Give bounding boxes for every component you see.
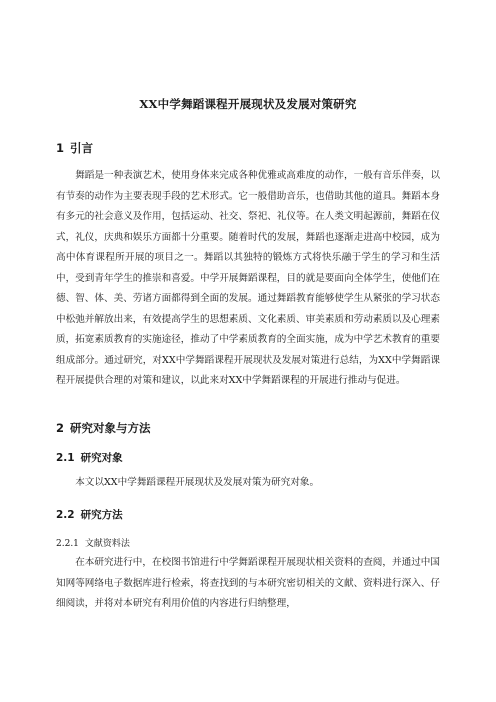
section-heading-1 [56, 140, 440, 156]
subsection-number: 2.2 [56, 509, 75, 521]
subsection-number: 2.1 [56, 451, 75, 464]
literature-method-paragraph: 在本研究进行中，在校图书馆进行中学舞蹈课程开展现状相关资料的查阅，并通过中国知网等网络电子数据库进行检索，将查找到的与本研究密切相关的文献、资料进行深入、仔细阅读，并将对本研究有利用价值的内容进行归纳整理， [56, 557, 440, 609]
section-title: 研究对象与方法 [70, 420, 151, 435]
research-object-paragraph: 本文以XX中学舞蹈课程开展现状及发展对策为研究对象。 [75, 476, 320, 488]
section-number: 1 [56, 141, 65, 155]
subsubsection-heading-2-2-1 [56, 536, 440, 549]
subsection-title: 研究方法 [80, 509, 123, 521]
subsection-heading-2-2 [56, 507, 440, 522]
intro-paragraph: 舞蹈是一种表演艺术，使用身体来完成各种优雅或高难度的动作，一般有音乐伴奏，以有节奏的动作为主要表现手段的艺术形式。它一般借助音乐，也借助其他的道具。舞蹈本身有多元的社会意义及作用，包括运动、社交、祭祀、礼仪等。在人类文明起源前，舞蹈在仪式，礼仪，庆典和娱乐方面都十分重要。随着时代的发展，舞蹈也逐渐走进高中校园，成为高中体育课程所开展的项目之一。舞蹈以其独特的锻炼方式将快乐融于学生的学习和生活中，受到青年学生的推崇和喜爱。中学开展舞蹈课程，目的就是要面向全体学生，使他们在德、智、体、美、劳诸方面都得到全面的发展。通过舞蹈教育能够使学生从紧张的学习状态中松弛并解放出来，有效提高学生的思想素质、文化素质、审美素质和劳动素质以及心理素质，拓宽素质教育的实施途径，推动了中学素质教育的全面实施，成为中学艺术教育的重要组成部分。通过研究，对XX中学舞蹈课程开展现状及发展对策进行总结，为XX中学舞蹈课程开展提供合理的对策和建议，以此来对XX中学舞蹈课程的开展进行推动与促进。 [56, 170, 440, 386]
subsubsection-title: 文献资料法 [84, 539, 130, 549]
section-number: 2 [56, 420, 65, 435]
subsection-title: 研究对象 [80, 451, 123, 464]
section-heading-2 [56, 420, 440, 436]
subsubsection-number: 2.2.1 [56, 539, 79, 549]
section-title: 引言 [70, 141, 94, 155]
subsection-heading-2-1 [56, 450, 440, 465]
document-title: XX中学舞蹈课程开展现状及发展对策研究 [139, 97, 357, 111]
